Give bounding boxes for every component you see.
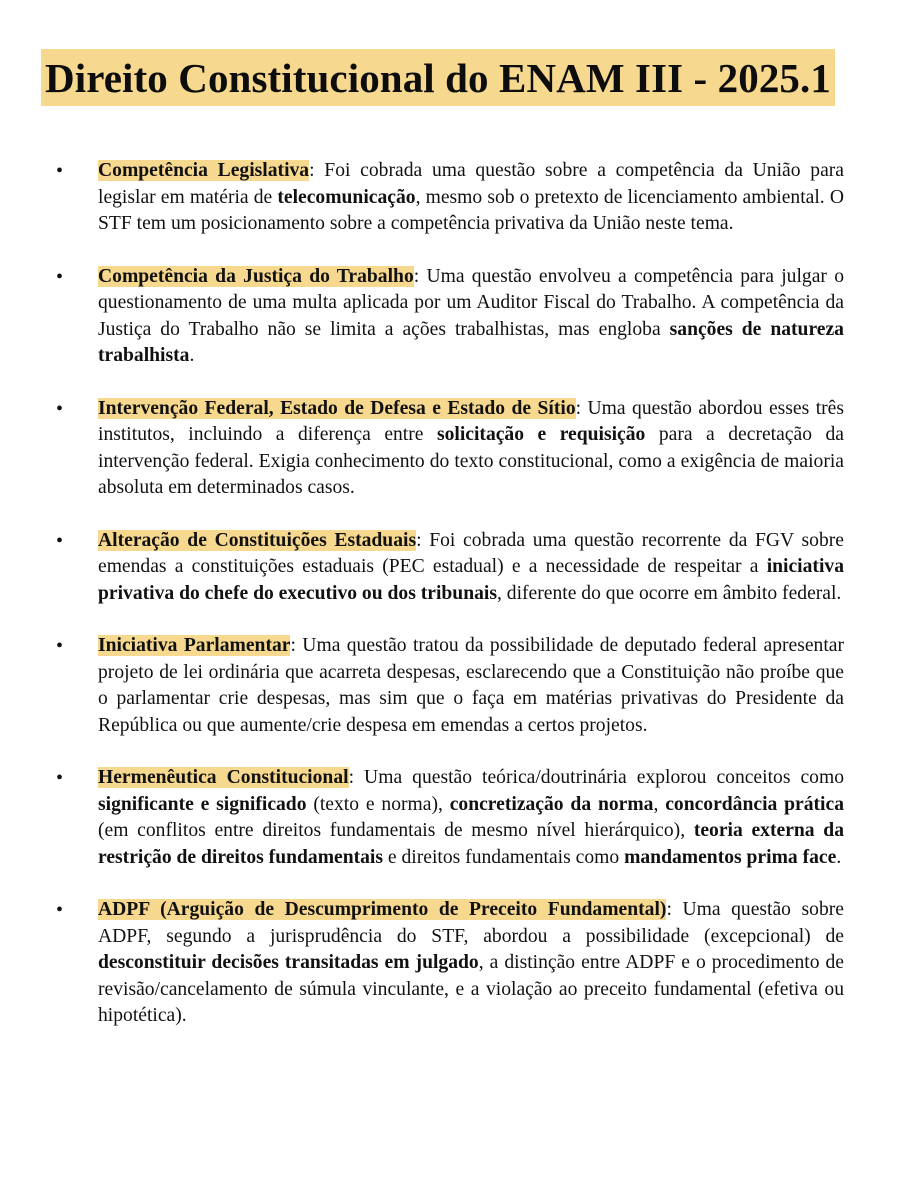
body-text: : Uma questão teórica/doutrinária explorou conceitos como	[348, 767, 844, 788]
bold-term: teoria externa da restrição de direitos fundamentais	[98, 820, 844, 868]
bold-term: concordância prática	[665, 793, 844, 815]
bullet-icon: •	[56, 529, 64, 552]
topic-heading: Iniciativa Parlamentar	[98, 635, 291, 656]
list-item-constituicoes-estaduais	[0, 528, 903, 608]
bullet-icon: •	[56, 160, 64, 182]
list-item-intervencao-federal	[0, 396, 903, 502]
list-item-text	[98, 528, 844, 608]
topic-heading: Hermenêutica Constitucional	[98, 767, 349, 788]
list-item-text	[98, 897, 844, 1030]
bullet-icon: •	[56, 397, 64, 420]
bullet-icon: •	[56, 767, 64, 789]
body-text: para a decretação da intervenção federal. Exigia conhecimento do texto constitucional, como a exigência de maioria absoluta em determinados casos.	[98, 424, 844, 498]
bold-term: significante e significado	[98, 793, 307, 815]
topic-heading: ADPF (Arguição de Descumprimento de Preceito Fundamental)	[98, 899, 667, 920]
bullet-icon: •	[56, 899, 64, 921]
bold-term: iniciativa privativa do chefe do executivo ou dos tribunais	[98, 556, 844, 604]
body-text: : Uma questão envolveu a competência para julgar o questionamento de uma multa aplicada por um Auditor Fiscal do Trabalho. A competência da Justiça do Trabalho não se limita a ações trabalhistas, mas engloba	[98, 265, 844, 340]
list-item-iniciativa-parlamentar	[0, 633, 903, 739]
list-item-justica-do-trabalho	[0, 264, 903, 370]
body-text: : Uma questão tratou da possibilidade de deputado federal apresentar projeto de lei ordinária que acarreta despesas, esclarecendo que a Constituição não proíbe que o parlamentar crie despesas, mas sim que o faça em matérias privativas do Presidente da República ou que aumente/crie despesa em emendas a certos projetos.	[98, 635, 844, 736]
topic-heading: Competência Legislativa	[98, 160, 310, 181]
bold-term: concretização da norma	[449, 793, 654, 815]
bold-term: sanções de natureza trabalhista	[98, 318, 844, 366]
body-text: .	[836, 846, 842, 868]
body-text: : Foi cobrada uma questão sobre a competência da União para legislar em matéria de	[98, 160, 844, 208]
body-text: : Uma questão sobre ADPF, segundo a jurisprudência do STF, abordou a possibilidade (excepcional) de	[98, 899, 844, 947]
body-text: : Foi cobrada uma questão recorrente da FGV sobre emendas a constituições estaduais (PEC estadual) e a necessidade de respeitar a	[98, 529, 844, 577]
body-text: : Uma questão abordou esses três institutos, incluindo a diferença entre	[98, 397, 844, 445]
list-item-adpf	[0, 897, 903, 1030]
list-item-competencia-legislativa	[0, 158, 903, 238]
list-item-text	[98, 158, 844, 238]
list-item-text	[98, 765, 844, 871]
body-text: .	[189, 345, 195, 366]
bold-term: telecomunicação	[277, 186, 416, 208]
topic-list	[0, 158, 903, 1056]
body-text: , a distinção entre ADPF e o procedimento de revisão/cancelamento de súmula vinculante, e a violação ao preceito fundamental (efetiva ou hipotética).	[98, 952, 844, 1026]
list-item-text	[98, 396, 844, 502]
page-title: Direito Constitucional do ENAM III - 2025.1	[41, 49, 835, 106]
body-text: , diferente do que ocorre em âmbito federal.	[496, 582, 842, 604]
topic-heading: Intervenção Federal, Estado de Defesa e Estado de Sítio	[98, 397, 576, 419]
body-text: ,	[653, 793, 666, 815]
list-item-text	[98, 264, 844, 370]
bullet-icon: •	[56, 265, 64, 288]
body-text: e direitos fundamentais como	[383, 846, 625, 868]
list-item-text	[98, 633, 844, 739]
bullet-icon: •	[56, 635, 64, 657]
body-text: (em conflitos entre direitos fundamentais de mesmo nível hierárquico),	[98, 820, 694, 841]
topic-heading: Competência da Justiça do Trabalho	[98, 265, 414, 287]
bold-term: desconstituir decisões transitadas em julgado	[98, 952, 479, 973]
list-item-hermeneutica-constitucional	[0, 765, 903, 871]
body-text: , mesmo sob o pretexto de licenciamento ambiental. O STF tem um posicionamento sobre a competência privativa da União neste tema.	[98, 186, 844, 234]
bold-term: solicitação e requisição	[436, 424, 646, 445]
topic-heading: Alteração de Constituições Estaduais	[98, 529, 417, 551]
bold-term: mandamentos prima face	[624, 846, 837, 868]
body-text: (texto e norma),	[306, 793, 450, 815]
